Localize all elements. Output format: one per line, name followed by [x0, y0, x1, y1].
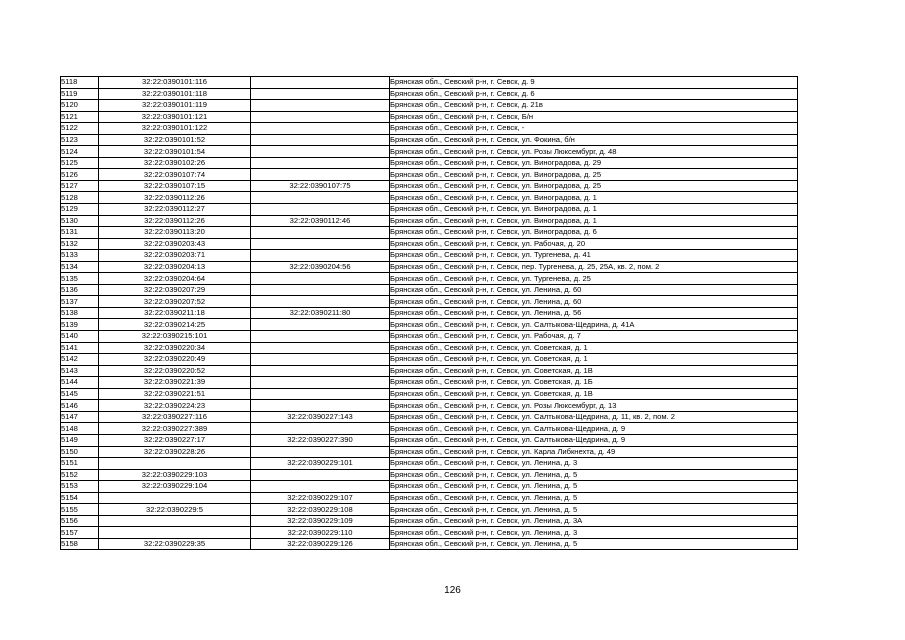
table-row: [61, 180, 798, 192]
address-cell: Брянская обл., Севский р-н, г. Севск, ул. Виноградова, д. 1: [390, 204, 798, 216]
cadastral-number-cell: 32:22:0390229:35: [99, 538, 251, 550]
row-number-cell: 5157: [61, 527, 99, 539]
cadastral-number-cell: 32:22:0390221:39: [99, 377, 251, 389]
row-number-cell: 5124: [61, 146, 99, 158]
object-number-cell: [251, 400, 390, 412]
object-number-cell: [251, 123, 390, 135]
address-cell: Брянская обл., Севский р-н, г. Севск, ул. Салтыкова-Щедрина, д. 41А: [390, 319, 798, 331]
object-number-cell: [251, 365, 390, 377]
row-number-cell: 5140: [61, 331, 99, 343]
cadastral-number-cell: 32:22:0390207:52: [99, 296, 251, 308]
row-number-cell: 5133: [61, 250, 99, 262]
cadastral-number-cell: 32:22:0390220:34: [99, 342, 251, 354]
row-number-cell: 5125: [61, 157, 99, 169]
address-cell: Брянская обл., Севский р-н, г. Севск, д. 21в: [390, 100, 798, 112]
address-cell: Брянская обл., Севский р-н, г. Севск, ул. Розы Люксембург, д. 13: [390, 400, 798, 412]
address-cell: Брянская обл., Севский р-н, г. Севск, ул. Салтыкова-Щедрина, д. 9: [390, 423, 798, 435]
object-number-cell: 32:22:0390227:390: [251, 434, 390, 446]
row-number-cell: 5136: [61, 284, 99, 296]
table-row: [61, 492, 798, 504]
object-number-cell: 32:22:0390211:80: [251, 307, 390, 319]
cadastral-number-cell: 32:22:0390113:20: [99, 227, 251, 239]
table-row: [61, 400, 798, 412]
object-number-cell: [251, 331, 390, 343]
table-row: [61, 319, 798, 331]
address-cell: Брянская обл., Севский р-н, г. Севск, ул. Ленина, д. 56: [390, 307, 798, 319]
object-number-cell: [251, 377, 390, 389]
row-number-cell: 5123: [61, 134, 99, 146]
cadastral-number-cell: 32:22:0390220:52: [99, 365, 251, 377]
address-cell: Брянская обл., Севский р-н, г. Севск, ул. Советская, д. 1: [390, 354, 798, 366]
address-cell: Брянская обл., Севский р-н, г. Севск, ул. Тургенева, д. 41: [390, 250, 798, 262]
row-number-cell: 5118: [61, 77, 99, 89]
row-number-cell: 5147: [61, 411, 99, 423]
cadastral-number-cell: 32:22:0390204:13: [99, 261, 251, 273]
cadastral-number-cell: 32:22:0390221:51: [99, 388, 251, 400]
row-number-cell: 5138: [61, 307, 99, 319]
row-number-cell: 5122: [61, 123, 99, 135]
address-cell: Брянская обл., Севский р-н, г. Севск, ул. Советская, д. 1В: [390, 365, 798, 377]
row-number-cell: 5141: [61, 342, 99, 354]
row-number-cell: 5130: [61, 215, 99, 227]
cadastral-number-cell: 32:22:0390220:49: [99, 354, 251, 366]
table-row: [61, 423, 798, 435]
object-number-cell: [251, 388, 390, 400]
address-cell: Брянская обл., Севский р-н, г. Севск, ул. Ленина, д. 3А: [390, 515, 798, 527]
object-number-cell: [251, 238, 390, 250]
table-row: [61, 365, 798, 377]
cadastral-number-cell: 32:22:0390229:5: [99, 504, 251, 516]
object-number-cell: [251, 134, 390, 146]
address-cell: Брянская обл., Севский р-н, г. Севск, ул. Советская, д. 1В: [390, 388, 798, 400]
row-number-cell: 5154: [61, 492, 99, 504]
table-row: [61, 204, 798, 216]
address-cell: Брянская обл., Севский р-н, г. Севск, ул. Тургенева, д. 25: [390, 273, 798, 285]
object-number-cell: [251, 77, 390, 89]
row-number-cell: 5139: [61, 319, 99, 331]
table-row: [61, 469, 798, 481]
address-cell: Брянская обл., Севский р-н, г. Севск, ул. Советская, д. 1Б: [390, 377, 798, 389]
address-cell: Брянская обл., Севский р-н, г. Севск, д. 9: [390, 77, 798, 89]
address-cell: Брянская обл., Севский р-н, г. Севск, ул. Ленина, д. 60: [390, 284, 798, 296]
address-cell: Брянская обл., Севский р-н, г. Севск, ул. Ленина, д. 5: [390, 538, 798, 550]
address-cell: Брянская обл., Севский р-н, г. Севск, ул. Рабочая, д. 7: [390, 331, 798, 343]
cadastral-number-cell: 32:22:0390101:121: [99, 111, 251, 123]
row-number-cell: 5149: [61, 434, 99, 446]
row-number-cell: 5127: [61, 180, 99, 192]
cadastral-number-cell: 32:22:0390204:64: [99, 273, 251, 285]
cadastral-number-cell: 32:22:0390101:54: [99, 146, 251, 158]
row-number-cell: 5153: [61, 481, 99, 493]
cadastral-number-cell: 32:22:0390207:29: [99, 284, 251, 296]
row-number-cell: 5146: [61, 400, 99, 412]
address-cell: Брянская обл., Севский р-н, г. Севск, ул. Ленина, д. 5: [390, 481, 798, 493]
address-cell: Брянская обл., Севский р-н, г. Севск, ул. Карла Либкнехта, д. 49: [390, 446, 798, 458]
cadastral-number-cell: 32:22:0390112:26: [99, 215, 251, 227]
table-row: [61, 111, 798, 123]
cadastral-number-cell: 32:22:0390112:26: [99, 192, 251, 204]
row-number-cell: 5126: [61, 169, 99, 181]
table-row: [61, 434, 798, 446]
row-number-cell: 5129: [61, 204, 99, 216]
cadastral-number-cell: 32:22:0390112:27: [99, 204, 251, 216]
table-row: [61, 134, 798, 146]
object-number-cell: [251, 446, 390, 458]
address-cell: Брянская обл., Севский р-н, г. Севск, ул. Виноградова, д. 1: [390, 215, 798, 227]
cadastral-number-cell: 32:22:0390211:18: [99, 307, 251, 319]
address-cell: Брянская обл., Севский р-н, г. Севск, ул. Ленина, д. 60: [390, 296, 798, 308]
object-number-cell: 32:22:0390229:101: [251, 458, 390, 470]
address-cell: Брянская обл., Севский р-н, г. Севск, ул. Ленина, д. 5: [390, 492, 798, 504]
cadastral-number-cell: 32:22:0390101:122: [99, 123, 251, 135]
object-number-cell: [251, 342, 390, 354]
row-number-cell: 5128: [61, 192, 99, 204]
cadastral-number-cell: 32:22:0390107:15: [99, 180, 251, 192]
table-row: [61, 157, 798, 169]
row-number-cell: 5132: [61, 238, 99, 250]
object-number-cell: 32:22:0390107:75: [251, 180, 390, 192]
cadastral-number-cell: 32:22:0390101:52: [99, 134, 251, 146]
object-number-cell: 32:22:0390229:126: [251, 538, 390, 550]
table-body: [61, 77, 798, 550]
cadastral-number-cell: [99, 515, 251, 527]
object-number-cell: [251, 111, 390, 123]
cadastral-number-cell: 32:22:0390224:23: [99, 400, 251, 412]
table-row: [61, 342, 798, 354]
object-number-cell: [251, 319, 390, 331]
table-row: [61, 446, 798, 458]
cadastral-number-cell: [99, 527, 251, 539]
cadastral-number-cell: 32:22:0390227:17: [99, 434, 251, 446]
object-number-cell: [251, 88, 390, 100]
row-number-cell: 5135: [61, 273, 99, 285]
cadastral-number-cell: 32:22:0390229:103: [99, 469, 251, 481]
object-number-cell: 32:22:0390229:109: [251, 515, 390, 527]
object-number-cell: [251, 296, 390, 308]
row-number-cell: 5143: [61, 365, 99, 377]
cadastral-number-cell: 32:22:0390102:26: [99, 157, 251, 169]
object-number-cell: [251, 157, 390, 169]
row-number-cell: 5119: [61, 88, 99, 100]
object-number-cell: [251, 481, 390, 493]
object-number-cell: 32:22:0390229:107: [251, 492, 390, 504]
table-row: [61, 123, 798, 135]
object-number-cell: 32:22:0390229:108: [251, 504, 390, 516]
row-number-cell: 5121: [61, 111, 99, 123]
object-number-cell: 32:22:0390204:56: [251, 261, 390, 273]
object-number-cell: [251, 204, 390, 216]
cadastral-number-cell: 32:22:0390229:104: [99, 481, 251, 493]
object-number-cell: [251, 354, 390, 366]
object-number-cell: [251, 273, 390, 285]
row-number-cell: 5155: [61, 504, 99, 516]
object-number-cell: [251, 146, 390, 158]
cadastral-number-cell: 32:22:0390101:116: [99, 77, 251, 89]
table-row: [61, 250, 798, 262]
page-number: 126: [444, 585, 461, 596]
address-cell: Брянская обл., Севский р-н, г. Севск, ул. Ленина, д. 5: [390, 504, 798, 516]
table-row: [61, 284, 798, 296]
table-row: [61, 458, 798, 470]
cadastral-number-cell: 32:22:0390203:43: [99, 238, 251, 250]
table-row: [61, 307, 798, 319]
object-number-cell: [251, 227, 390, 239]
row-number-cell: 5137: [61, 296, 99, 308]
address-cell: Брянская обл., Севский р-н, г. Севск, ул. Фокина, б/н: [390, 134, 798, 146]
table-row: [61, 261, 798, 273]
address-cell: Брянская обл., Севский р-н, г. Севск, ул. Виноградова, д. 25: [390, 180, 798, 192]
address-cell: Брянская обл., Севский р-н, г. Севск, Б/н: [390, 111, 798, 123]
table-row: [61, 238, 798, 250]
cadastral-number-cell: [99, 492, 251, 504]
address-cell: Брянская обл., Севский р-н, г. Севск, ул. Виноградова, д. 6: [390, 227, 798, 239]
address-cell: Брянская обл., Севский р-н, г. Севск, пер. Тургенева, д. 25, 25А, кв. 2, пом. 2: [390, 261, 798, 273]
table-row: [61, 504, 798, 516]
table-row: [61, 169, 798, 181]
table-row: [61, 354, 798, 366]
address-cell: Брянская обл., Севский р-н, г. Севск, ул. Салтыкова-Щедрина, д. 9: [390, 434, 798, 446]
table-row: [61, 388, 798, 400]
address-cell: Брянская обл., Севский р-н, г. Севск, ул. Розы Люксембург, д. 48: [390, 146, 798, 158]
cadastral-number-cell: 32:22:0390227:116: [99, 411, 251, 423]
table-row: [61, 411, 798, 423]
row-number-cell: 5158: [61, 538, 99, 550]
cadastral-table: [60, 76, 798, 550]
table-row: [61, 296, 798, 308]
table-row: [61, 88, 798, 100]
object-number-cell: [251, 423, 390, 435]
address-cell: Брянская обл., Севский р-н, г. Севск, ул. Салтыкова-Щедрина, д. 11, кв. 2, пом. 2: [390, 411, 798, 423]
table-row: [61, 146, 798, 158]
cadastral-number-cell: 32:22:0390228:26: [99, 446, 251, 458]
row-number-cell: 5156: [61, 515, 99, 527]
table-row: [61, 100, 798, 112]
address-cell: Брянская обл., Севский р-н, г. Севск, ул. Рабочая, д. 20: [390, 238, 798, 250]
row-number-cell: 5142: [61, 354, 99, 366]
object-number-cell: 32:22:0390227:143: [251, 411, 390, 423]
object-number-cell: 32:22:0390229:110: [251, 527, 390, 539]
row-number-cell: 5152: [61, 469, 99, 481]
address-cell: Брянская обл., Севский р-н, г. Севск, ул. Виноградова, д. 25: [390, 169, 798, 181]
address-cell: Брянская обл., Севский р-н, г. Севск, ул. Советская, д. 1: [390, 342, 798, 354]
address-cell: Брянская обл., Севский р-н, г. Севск, ул. Виноградова, д. 29: [390, 157, 798, 169]
object-number-cell: [251, 469, 390, 481]
row-number-cell: 5144: [61, 377, 99, 389]
cadastral-number-cell: 32:22:0390203:71: [99, 250, 251, 262]
cadastral-number-cell: [99, 458, 251, 470]
cadastral-number-cell: 32:22:0390214:25: [99, 319, 251, 331]
row-number-cell: 5151: [61, 458, 99, 470]
table-row: [61, 515, 798, 527]
table-row: [61, 192, 798, 204]
object-number-cell: 32:22:0390112:46: [251, 215, 390, 227]
cadastral-number-cell: 32:22:0390101:119: [99, 100, 251, 112]
row-number-cell: 5131: [61, 227, 99, 239]
table-row: [61, 527, 798, 539]
table-row: [61, 227, 798, 239]
table-row: [61, 77, 798, 89]
cadastral-number-cell: 32:22:0390227:389: [99, 423, 251, 435]
row-number-cell: 5148: [61, 423, 99, 435]
object-number-cell: [251, 284, 390, 296]
cadastral-number-cell: 32:22:0390215:101: [99, 331, 251, 343]
row-number-cell: 5134: [61, 261, 99, 273]
address-cell: Брянская обл., Севский р-н, г. Севск, ул. Ленина, д. 3: [390, 527, 798, 539]
table-row: [61, 538, 798, 550]
object-number-cell: [251, 169, 390, 181]
address-cell: Брянская обл., Севский р-н, г. Севск, ул. Ленина, д. 5: [390, 469, 798, 481]
row-number-cell: 5120: [61, 100, 99, 112]
table-row: [61, 377, 798, 389]
address-cell: Брянская обл., Севский р-н, г. Севск, ул. Виноградова, д. 1: [390, 192, 798, 204]
table-row: [61, 215, 798, 227]
table-row: [61, 331, 798, 343]
object-number-cell: [251, 192, 390, 204]
object-number-cell: [251, 250, 390, 262]
row-number-cell: 5150: [61, 446, 99, 458]
cadastral-number-cell: 32:22:0390107:74: [99, 169, 251, 181]
address-cell: Брянская обл., Севский р-н, г. Севск, -: [390, 123, 798, 135]
address-cell: Брянская обл., Севский р-н, г. Севск, ул. Ленина, д. 3: [390, 458, 798, 470]
row-number-cell: 5145: [61, 388, 99, 400]
address-cell: Брянская обл., Севский р-н, г. Севск, д. 6: [390, 88, 798, 100]
object-number-cell: [251, 100, 390, 112]
cadastral-number-cell: 32:22:0390101:118: [99, 88, 251, 100]
table-row: [61, 481, 798, 493]
table-row: [61, 273, 798, 285]
